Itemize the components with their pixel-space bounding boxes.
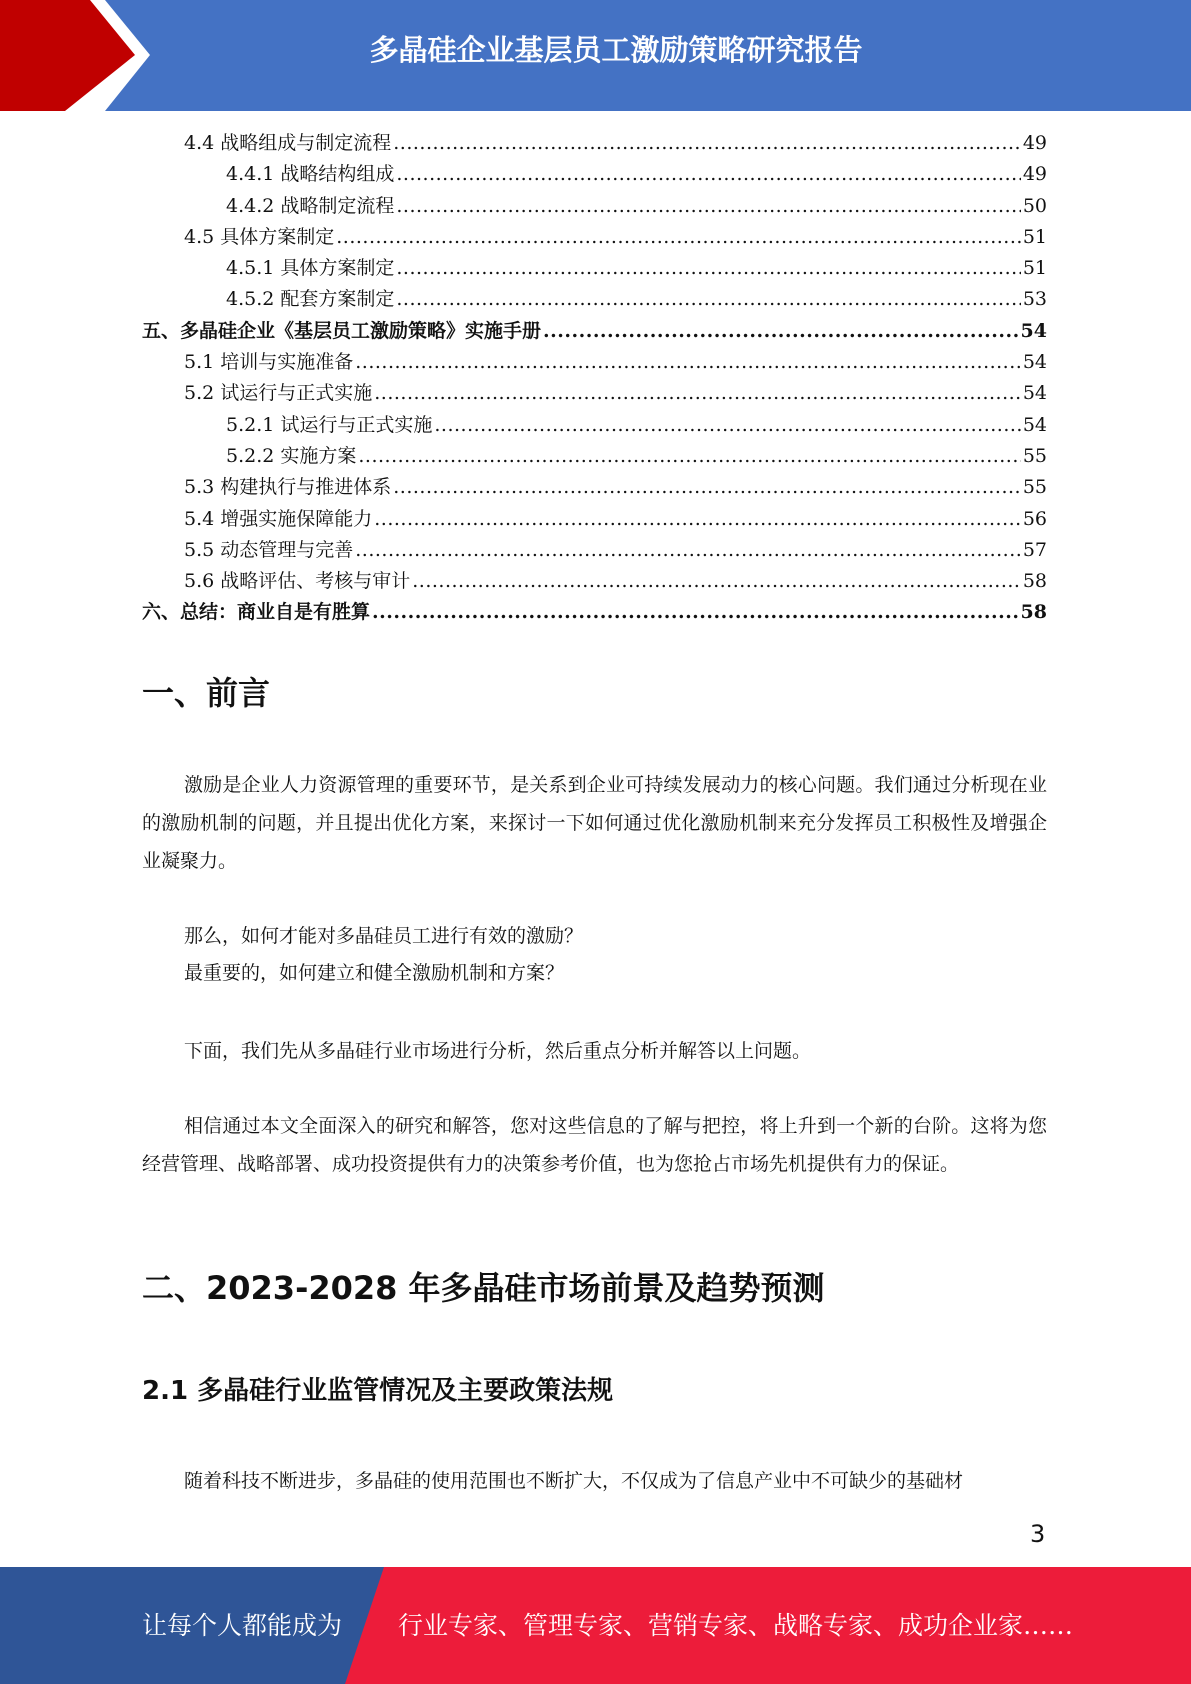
toc-entry-title: 4.4.2 战略制定流程 bbox=[226, 194, 395, 217]
toc-entry[interactable] bbox=[142, 191, 1047, 222]
toc-dot-leader bbox=[396, 257, 1020, 279]
page-footer bbox=[0, 1567, 1191, 1684]
toc-entry-title: 5.6 战略评估、考核与审计 bbox=[184, 570, 411, 593]
toc-entry[interactable] bbox=[142, 410, 1047, 441]
toc-entry-title: 4.5 具体方案制定 bbox=[184, 225, 335, 248]
toc-entry-title: 5.2.1 试运行与正式实施 bbox=[226, 413, 433, 436]
toc-entry-page: 53 bbox=[1022, 288, 1047, 311]
toc-dot-leader bbox=[374, 382, 1021, 404]
toc-dot-leader bbox=[396, 195, 1020, 217]
toc-entry-page: 49 bbox=[1022, 163, 1047, 186]
preface-question-1: 那么，如何才能对多晶硅员工进行有效的激励？ bbox=[184, 925, 584, 947]
toc-entry[interactable] bbox=[142, 504, 1047, 535]
toc-entry-title: 5.1 培训与实施准备 bbox=[184, 351, 354, 374]
toc-dot-leader bbox=[396, 163, 1020, 185]
section-heading-market: 二、2023-2028 年多晶硅市场前景及趋势预测 bbox=[142, 1269, 825, 1307]
toc-entry[interactable] bbox=[142, 128, 1047, 159]
toc-entry[interactable] bbox=[142, 378, 1047, 409]
toc-dot-leader bbox=[412, 570, 1021, 592]
toc-entry-page: 54 bbox=[1022, 382, 1047, 405]
toc-entry-page: 51 bbox=[1022, 225, 1047, 248]
toc-entry-page: 58 bbox=[1020, 601, 1047, 624]
toc-dot-leader bbox=[355, 539, 1021, 561]
toc-entry-page: 58 bbox=[1022, 570, 1047, 593]
toc-entry-page: 55 bbox=[1022, 476, 1047, 499]
subsection-heading-policy: 2.1 多晶硅行业监管情况及主要政策法规 bbox=[142, 1376, 614, 1406]
toc-entry[interactable] bbox=[142, 597, 1047, 628]
preface-paragraph-2: 下面，我们先从多晶硅行业市场进行分析，然后重点分析并解答以上问题。 bbox=[184, 1040, 812, 1062]
toc-entry-title: 5.5 动态管理与完善 bbox=[184, 538, 354, 561]
toc-entry[interactable] bbox=[142, 253, 1047, 284]
footer-slogan-left: 让每个人都能成为 bbox=[142, 1611, 343, 1640]
toc-entry[interactable] bbox=[142, 441, 1047, 472]
toc-dot-leader bbox=[393, 132, 1021, 154]
toc-dot-leader bbox=[434, 414, 1020, 436]
toc-entry-page: 49 bbox=[1022, 132, 1047, 154]
toc-entry-page: 51 bbox=[1022, 257, 1047, 280]
toc-entry-page: 54 bbox=[1022, 413, 1047, 436]
preface-paragraph-3: 相信通过本文全面深入的研究和解答，您对这些信息的了解与把控，将上升到一个新的台阶。这将为您经营管理、战略部署、成功投资提供有力的决策参考价值，也为您抢占市场先机提供有力的保证。 bbox=[142, 1115, 1047, 1175]
toc-entry[interactable] bbox=[142, 347, 1047, 378]
toc-dot-leader bbox=[372, 601, 1019, 623]
toc-entry-page: 55 bbox=[1022, 444, 1047, 467]
section-heading-preface: 一、前言 bbox=[142, 674, 271, 712]
toc-entry-title: 4.4.1 战略结构组成 bbox=[226, 163, 395, 186]
toc-entry-title: 五、多晶硅企业《基层员工激励策略》实施手册 bbox=[142, 319, 542, 342]
footer-slogan-right: 行业专家、管理专家、营销专家、战略专家、成功企业家…… bbox=[398, 1611, 1074, 1640]
toc-entry[interactable] bbox=[142, 316, 1047, 347]
toc-entry-title: 六、总结：商业自是有胜算 bbox=[142, 601, 371, 624]
toc-entry-title: 5.2.2 实施方案 bbox=[226, 444, 357, 467]
preface-paragraph-1: 激励是企业人力资源管理的重要环节，是关系到企业可持续发展动力的核心问题。我们通过分析现在业的激励机制的问题，并且提出优化方案，来探讨一下如何通过优化激励机制来充分发挥员工积极性及增强企业凝聚力。 bbox=[142, 774, 1047, 872]
toc-entry[interactable] bbox=[142, 159, 1047, 190]
toc-entry[interactable] bbox=[142, 472, 1047, 503]
toc-entry-title: 5.3 构建执行与推进体系 bbox=[184, 476, 392, 499]
page-header bbox=[0, 0, 1191, 111]
policy-paragraph: 随着科技不断进步，多晶硅的使用范围也不断扩大，不仅成为了信息产业中不可缺少的基础材 bbox=[184, 1470, 964, 1492]
toc-entry-title: 5.2 试运行与正式实施 bbox=[184, 382, 373, 405]
toc-entry-page: 56 bbox=[1022, 507, 1047, 530]
toc-entry-title: 4.5.1 具体方案制定 bbox=[226, 257, 395, 280]
toc-entry-title: 5.4 增强实施保障能力 bbox=[184, 507, 373, 530]
toc-dot-leader bbox=[396, 288, 1020, 310]
toc-entry[interactable] bbox=[142, 284, 1047, 315]
toc-entry[interactable] bbox=[142, 535, 1047, 566]
toc-entry-title: 4.5.2 配套方案制定 bbox=[226, 288, 395, 311]
page-number: 3 bbox=[1030, 1520, 1046, 1548]
toc-entry-page: 50 bbox=[1022, 194, 1047, 217]
report-title: 多晶硅企业基层员工激励策略研究报告 bbox=[369, 33, 863, 67]
toc-dot-leader bbox=[355, 351, 1021, 373]
toc-dot-leader bbox=[543, 320, 1019, 342]
toc-entry-page: 57 bbox=[1022, 538, 1047, 561]
toc-entry-page: 54 bbox=[1022, 351, 1047, 374]
toc-dot-leader bbox=[393, 476, 1021, 498]
toc-entry-page: 54 bbox=[1020, 319, 1047, 342]
toc-entry-title: 4.4 战略组成与制定流程 bbox=[184, 132, 392, 154]
toc-entry[interactable] bbox=[142, 566, 1047, 597]
table-of-contents bbox=[142, 128, 1047, 629]
preface-question-2: 最重要的，如何建立和健全激励机制和方案？ bbox=[184, 962, 565, 984]
toc-dot-leader bbox=[374, 508, 1021, 530]
toc-dot-leader bbox=[336, 226, 1021, 248]
toc-entry[interactable] bbox=[142, 222, 1047, 253]
toc-dot-leader bbox=[358, 445, 1020, 467]
